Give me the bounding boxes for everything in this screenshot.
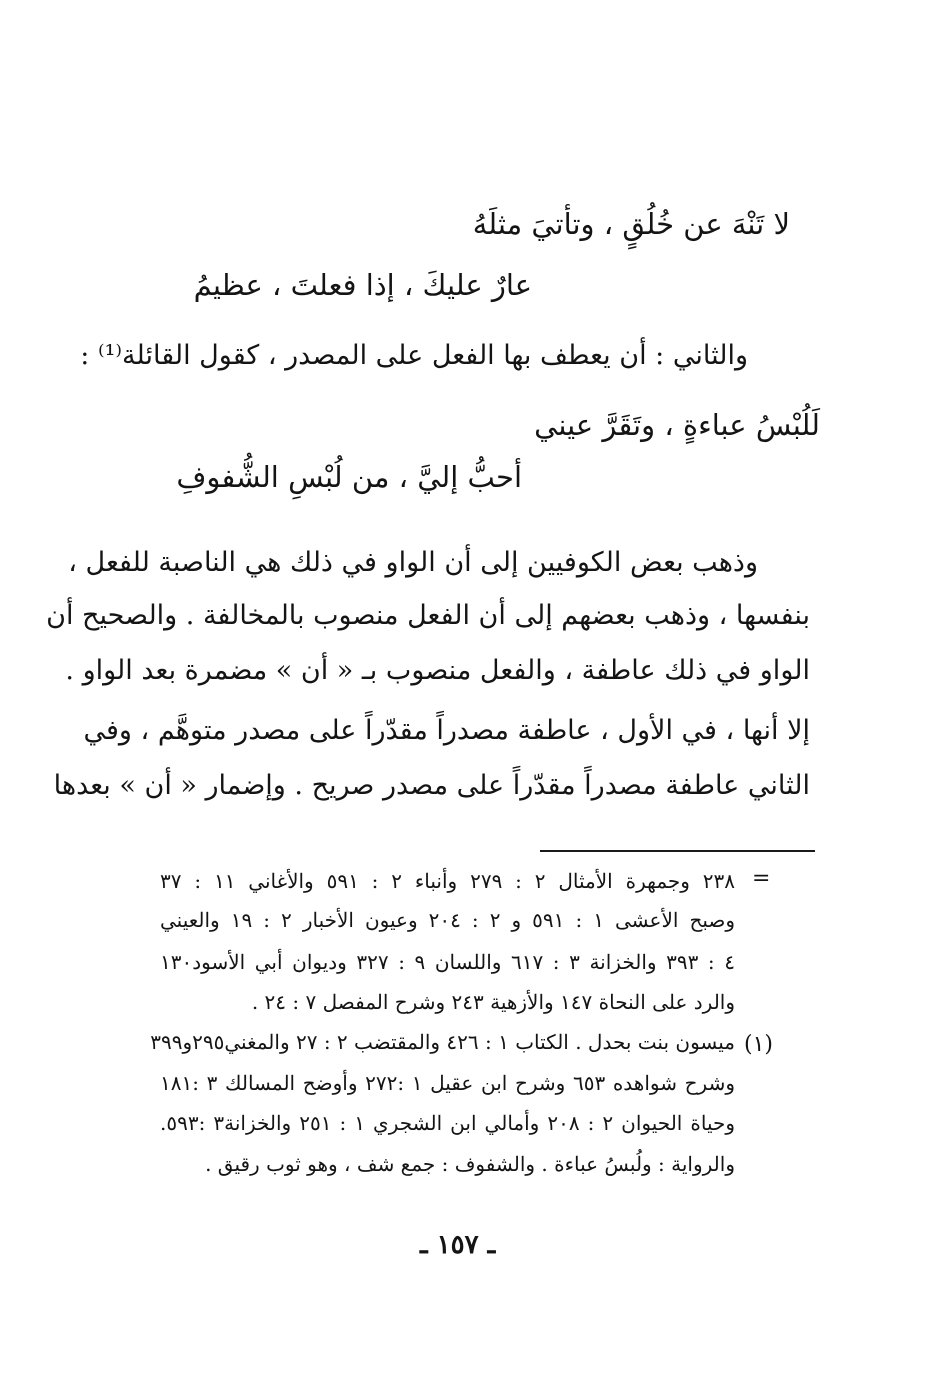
verse-2-first-hemistich: لَلُبْسُ عباءةٍ ، وتَقَرَّ عيني	[534, 408, 820, 442]
footnote-1-line-2: وشرح شواهده ٦٥٣ وشرح ابن عقيل ١ :٢٧٢ وأوضح المسالك ٣ :١٨١	[160, 1071, 735, 1095]
footnote-1-line-1: ميسون بنت بحدل . الكتاب ١ : ٤٢٦ والمقتضب ٢ : ٢٧ والمغني٢٩٥و٣٩٩	[150, 1030, 735, 1054]
body-line-3: الواو في ذلك عاطفة ، والفعل منصوب بـ « أن » مضمرة بعد الواو .	[65, 655, 810, 686]
footnote-divider	[540, 850, 815, 852]
body-line-5: الثاني عاطفة مصدراً مقدّراً على مصدر صريح . وإضمار « أن » بعدها	[53, 770, 810, 801]
footnote-continuation-line-1: ٢٣٨ وجمهرة الأمثال ٢ : ٢٧٩ وأنباء ٢ : ٥٩١ والأغاني ١١ : ٣٧	[160, 869, 736, 893]
footnote-continuation-line-3: ٤ : ٣٩٣ والخزانة ٣ : ٦١٧ واللسان ٩ : ٣٢٧ وديوان أبي الأسود١٣٠	[160, 950, 735, 974]
paragraph-intro: والثاني : أن يعطف بها الفعل على المصدر ، كقول القائلة⁽¹⁾ :	[80, 340, 748, 371]
verse-1-second-hemistich: عارٌ عليكَ ، إذا فعلتَ ، عظيمُ	[193, 268, 532, 302]
verse-2-second-hemistich: أحبُّ إليَّ ، من لُبْسِ الشُّفوفِ	[176, 460, 522, 494]
footnote-continuation-line-4: والرد على النحاة ١٤٧ والأزهية ٢٤٣ وشرح المفصل ٧ : ٢٤ .	[251, 990, 735, 1014]
footnote-continuation-line-2: وصبح الأعشى ١ : ٥٩١ و ٢ : ٢٠٤ وعيون الأخبار ٢ : ١٩ والعيني	[160, 908, 736, 932]
body-line-1: وذهب بعض الكوفيين إلى أن الواو في ذلك هي الناصبة للفعل ،	[68, 547, 758, 578]
footnote-1-number: (١)	[744, 1032, 774, 1057]
footnote-1-line-4: والرواية : ولُبسُ عباءة . والشفوف : جمع شف ، وهو ثوب رقيق .	[205, 1152, 735, 1176]
footnote-continuation-mark: =	[752, 866, 771, 891]
body-line-4: إلا أنها ، في الأول ، عاطفة مصدراً مقدّراً على مصدر متوهَّم ، وفي	[83, 715, 810, 746]
body-line-2: بنفسها ، وذهب بعضهم إلى أن الفعل منصوب بالمخالفة . والصحيح أن	[46, 600, 810, 631]
verse-1-first-hemistich: لا تَنْهَ عن خُلُقٍ ، وتأتيَ مثلَهُ	[472, 207, 790, 241]
footnote-1-line-3: وحياة الحيوان ٢ : ٢٠٨ وأمالي ابن الشجري ١ : ٢٥١ والخزانة٣ :٥٩٣.	[160, 1111, 736, 1135]
page-number: ـ ١٥٧ ـ	[420, 1230, 496, 1260]
